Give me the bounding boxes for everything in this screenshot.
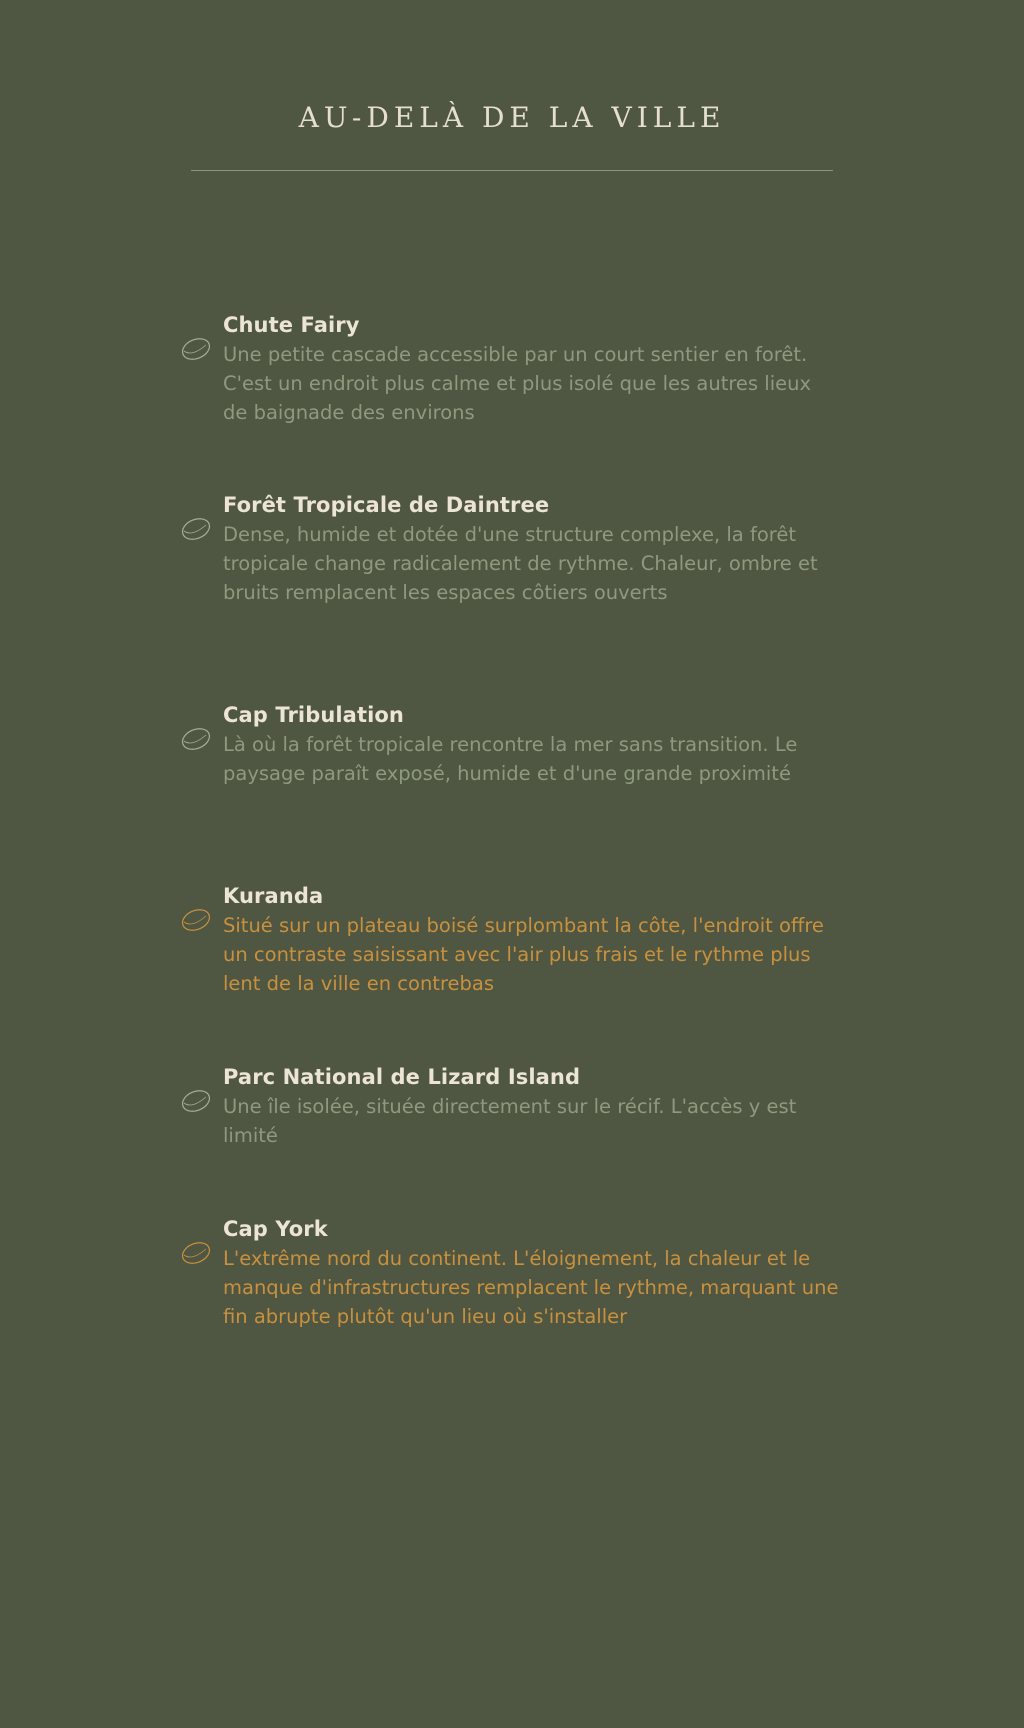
ellipse-bullet-icon (180, 517, 212, 541)
item-title: Parc National de Lizard Island (223, 1065, 581, 1089)
page-header (191, 96, 833, 140)
ellipse-bullet-icon (180, 1241, 212, 1265)
title-divider (191, 170, 833, 171)
ellipse-bullet-icon (180, 337, 212, 361)
item-description: Dense, humide et dotée d'une structure complexe, la forêt tropicale change radicalement de rythme. Chaleur, ombre et bruits remplacent les espaces côtiers ouverts (223, 523, 818, 605)
item-description: Situé sur un plateau boisé surplombant la côte, l'endroit offre un contraste saisissant avec l'air plus frais et le rythme plus lent de la ville en contrebas (223, 914, 824, 996)
ellipse-bullet-icon (180, 1089, 212, 1113)
ellipse-bullet-icon (180, 727, 212, 751)
item-description: L'extrême nord du continent. L'éloignement, la chaleur et le manque d'infrastructures remplacent le rythme, marquant une fin abrupte plutôt qu'un lieu où s'installer (223, 1247, 839, 1329)
item-title: Kuranda (223, 884, 324, 908)
item-title: Forêt Tropicale de Daintree (223, 493, 550, 517)
ellipse-bullet-icon (180, 908, 212, 932)
item-title: Cap Tribulation (223, 703, 404, 727)
item-description: Une petite cascade accessible par un court sentier en forêt. C'est un endroit plus calme et plus isolé que les autres lieux de baignade des environs (223, 343, 812, 425)
item-title: Chute Fairy (223, 313, 360, 337)
item-title: Cap York (223, 1217, 328, 1241)
item-description: Une île isolée, située directement sur le récif. L'accès y est limité (223, 1095, 797, 1148)
item-description: Là où la forêt tropicale rencontre la mer sans transition. Le paysage paraît exposé, humide et d'une grande proximité (223, 733, 798, 786)
page-title: AU-DELÀ DE LA VILLE (298, 101, 726, 134)
